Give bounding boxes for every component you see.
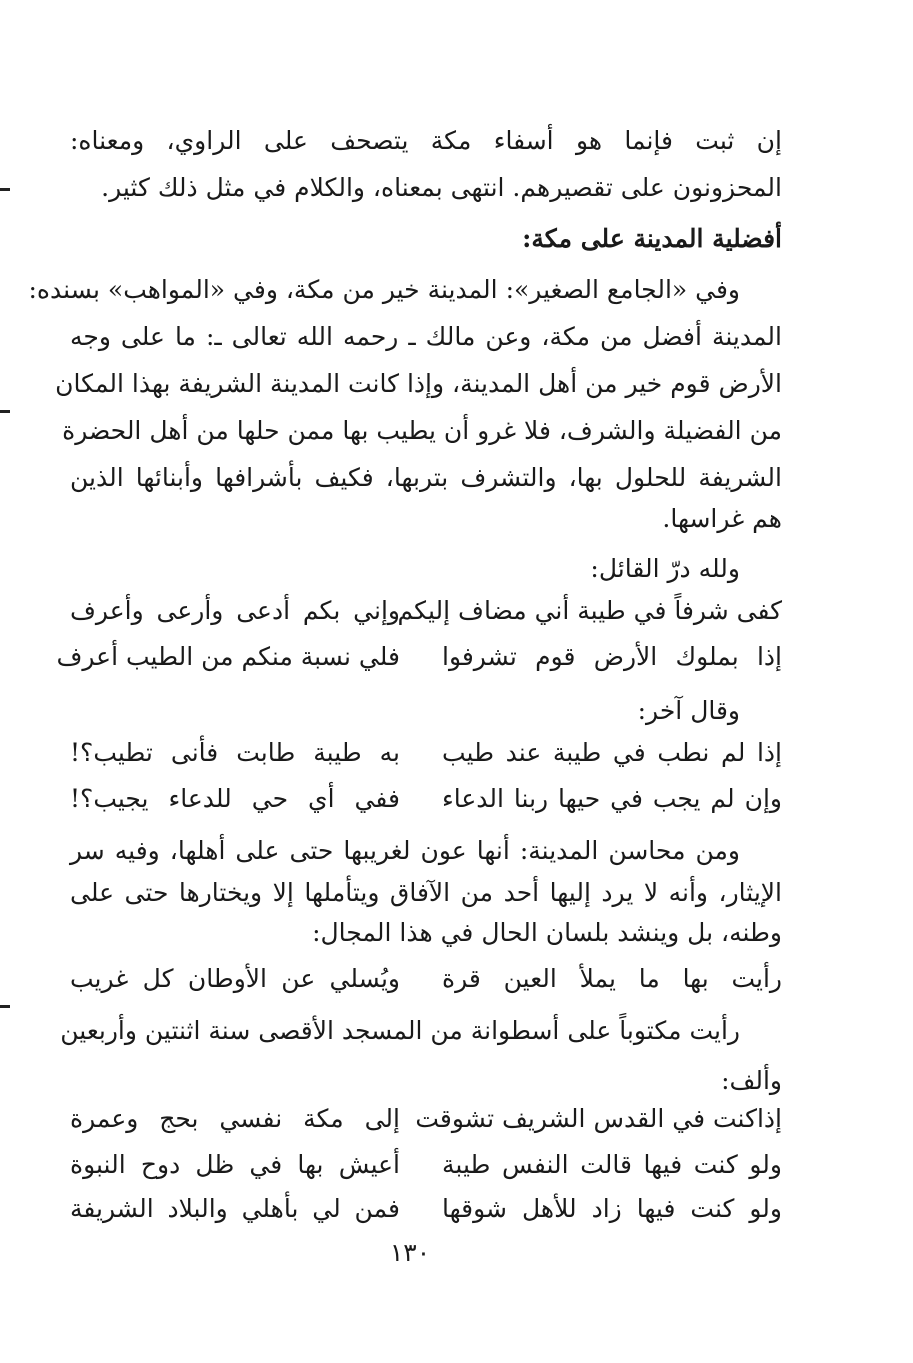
verse-first-hemistich: وإن لم يجب في حيها ربنا الدعاء	[442, 784, 782, 813]
text-line: من الفضيلة والشرف، فلا غرو أن يطيب بها ممن حلها من أهل الحضرة	[62, 416, 782, 445]
text-line: هم غراسها.	[662, 504, 782, 533]
page-number: ١٣٠	[389, 1238, 431, 1267]
verse-line	[70, 776, 782, 822]
text-line: المدينة أفضل من مكة، وعن مالك ـ رحمه الله تعالى ـ: ما على وجه	[70, 322, 782, 351]
verse-line	[70, 1186, 782, 1232]
scan-edge-mark	[0, 410, 10, 413]
verse-line	[70, 956, 782, 1002]
verse-second-hemistich: به طيبة طابت فأنى تطيب؟!	[70, 738, 400, 767]
text-line: الأرض قوم خير من أهل المدينة، وإذا كانت المدينة الشريفة بهذا المكان	[55, 369, 782, 398]
text-line: وفي «الجامع الصغير»: المدينة خير من مكة، وفي «المواهب» بسنده:	[28, 275, 740, 304]
scan-edge-mark	[0, 1005, 10, 1008]
text-line: رأيت مكتوباً على أسطوانة من المسجد الأقصى سنة اثنتين وأربعين	[60, 1016, 740, 1045]
verse-second-hemistich: أعيش بها في ظل دوح النبوة	[70, 1150, 400, 1179]
verse-line	[56, 634, 782, 680]
verse-line	[70, 588, 782, 634]
text-line: الإيثار، وأنه لا يرد إليها أحد من الآفاق ويتأملها إلا ويختارها حتى على	[70, 878, 782, 907]
verse-intro: ولله درّ القائل:	[590, 554, 740, 583]
verse-line	[70, 730, 782, 776]
section-heading: أفضلية المدينة على مكة:	[522, 224, 782, 253]
verse-second-hemistich: وإني بكم أدعى وأرعى وأعرف	[70, 596, 400, 625]
scan-edge-mark	[0, 188, 10, 191]
verse-first-hemistich: رأيت بها ما يملأ العين قرة	[442, 964, 782, 993]
verse-intro: وقال آخر:	[637, 696, 740, 725]
text-line: المحزونون على تقصيرهم. انتهى بمعناه، والكلام في مثل ذلك كثير.	[101, 173, 782, 202]
verse-line	[70, 1096, 782, 1142]
text-line: وألف:	[721, 1066, 782, 1095]
text-line: إن ثبت فإنما هو أسفاء مكة يتصحف على الراوي، ومعناه:	[70, 126, 782, 155]
verse-second-hemistich: ويُسلي عن الأوطان كل غريب	[70, 964, 400, 993]
text-line: ومن محاسن المدينة: أنها عون لغريبها حتى على أهلها، وفيه سر	[70, 836, 740, 865]
verse-first-hemistich: ولو كنت فيها قالت النفس طيبة	[442, 1150, 782, 1179]
text-line: الشريفة للحلول بها، والتشرف بتربها، فكيف بأشرافها وأبنائها الذين	[70, 463, 782, 492]
verse-second-hemistich: فمن لي بأهلي والبلاد الشريفة	[70, 1194, 400, 1223]
verse-first-hemistich: كفى شرفاً في طيبة أني مضاف إليكم	[397, 596, 782, 625]
verse-first-hemistich: إذاكنت في القدس الشريف تشوقت	[415, 1104, 782, 1133]
verse-second-hemistich: فلي نسبة منكم من الطيب أعرف	[56, 642, 400, 671]
verse-line	[70, 1142, 782, 1188]
verse-first-hemistich: إذا بملوك الأرض قوم تشرفوا	[442, 642, 782, 671]
verse-first-hemistich: ولو كنت فيها زاد للأهل شوقها	[442, 1194, 782, 1223]
verse-second-hemistich: إلى مكة نفسي بحج وعمرة	[70, 1104, 400, 1133]
verse-first-hemistich: إذا لم نطب في طيبة عند طيب	[442, 738, 782, 767]
text-line: وطنه، بل وينشد بلسان الحال في هذا المجال:	[312, 918, 782, 947]
verse-second-hemistich: ففي أي حي للدعاء يجيب؟!	[70, 784, 400, 813]
